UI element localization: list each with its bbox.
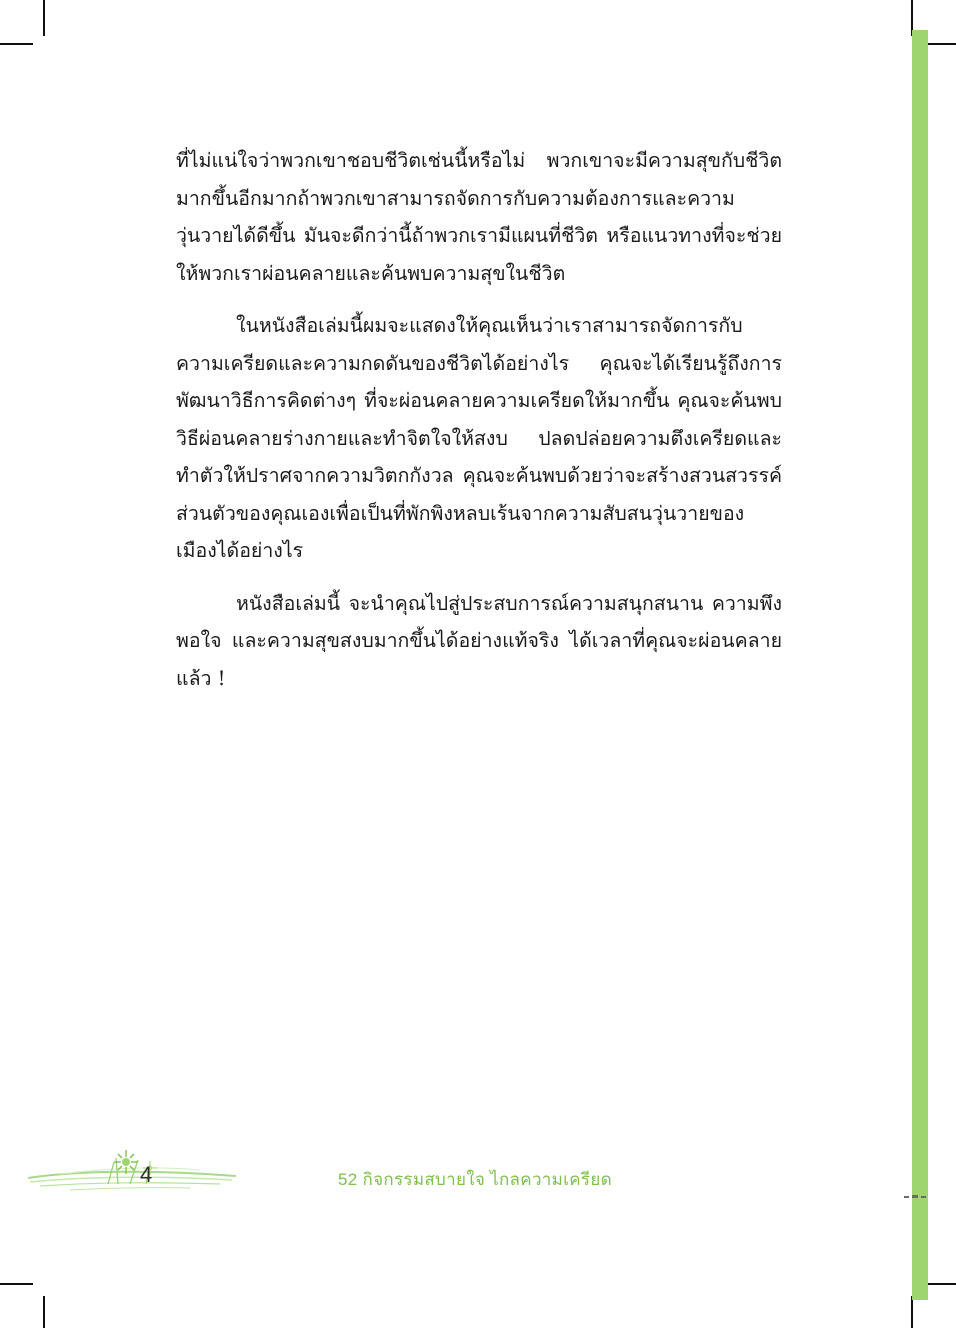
paragraph-3: หนังสือเล่มนี้ จะนำคุณไปสู่ประสบการณ์ความสนุกสนาน ความพึงพอใจ และความสุขสงบมากขึ้นได้อย่างแท้จริง ได้เวลาที่คุณจะผ่อนคลายแล้ว ! (176, 591, 782, 690)
body-text (176, 142, 782, 712)
running-title: 52 กิจกรรมสบายใจ ไกลความเครียด (338, 1170, 612, 1189)
crop-mark-bottom-right-vertical (911, 1296, 913, 1328)
page-number: 4 (140, 1162, 153, 1187)
paragraph-2: ในหนังสือเล่มนี้ผมจะแสดงให้คุณเห็นว่าเราสามารถจัดการกับความเครียดและความกดดันของชีวิตได้อย่างไร คุณจะได้เรียนรู้ถึงการพัฒนาวิธีการคิดต่างๆ ที่จะผ่อนคลายความเครียดให้มากขึ้น คุณจะค้นพบวิธีผ่อนคลายร่างกายและทำจิตใจให้สงบ ปลดปล่อยความตึงเครียดและทำตัวให้ปราศจากความวิตกกังวล คุณจะค้นพบด้วยว่าจะสร้างสวนสวรรค์ส่วนตัวของคุณเองเพื่อเป็นที่พักพิงหลบเร้นจากความสับสนวุ่นวายของเมืองได้อย่างไร (176, 314, 782, 562)
crop-mark-bottom-left-horizontal (0, 1283, 33, 1285)
crop-mark-bottom-right-horizontal (924, 1283, 956, 1285)
crop-mark-top-left-vertical (43, 0, 45, 36)
paragraph-1: ที่ไม่แน่ใจว่าพวกเขาชอบชีวิตเช่นนี้หรือไม่ พวกเขาจะมีความสุขกับชีวิตมากขึ้นอีกมากถ้าพวกเขาสามารถจัดการกับความต้องการและความวุ่นวายได้ดีขึ้น มันจะดีกว่านี้ถ้าพวกเรามีแผนที่ชีวิต หรือแนวทางที่จะช่วยให้พวกเราผ่อนคลายและค้นพบความสุขในชีวิต (176, 149, 782, 285)
crop-mark-top-right-horizontal (924, 43, 956, 45)
green-edge-bar (912, 30, 928, 1300)
crop-mark-top-left-horizontal (0, 43, 33, 45)
crop-mark-bottom-left-vertical (43, 1296, 45, 1328)
